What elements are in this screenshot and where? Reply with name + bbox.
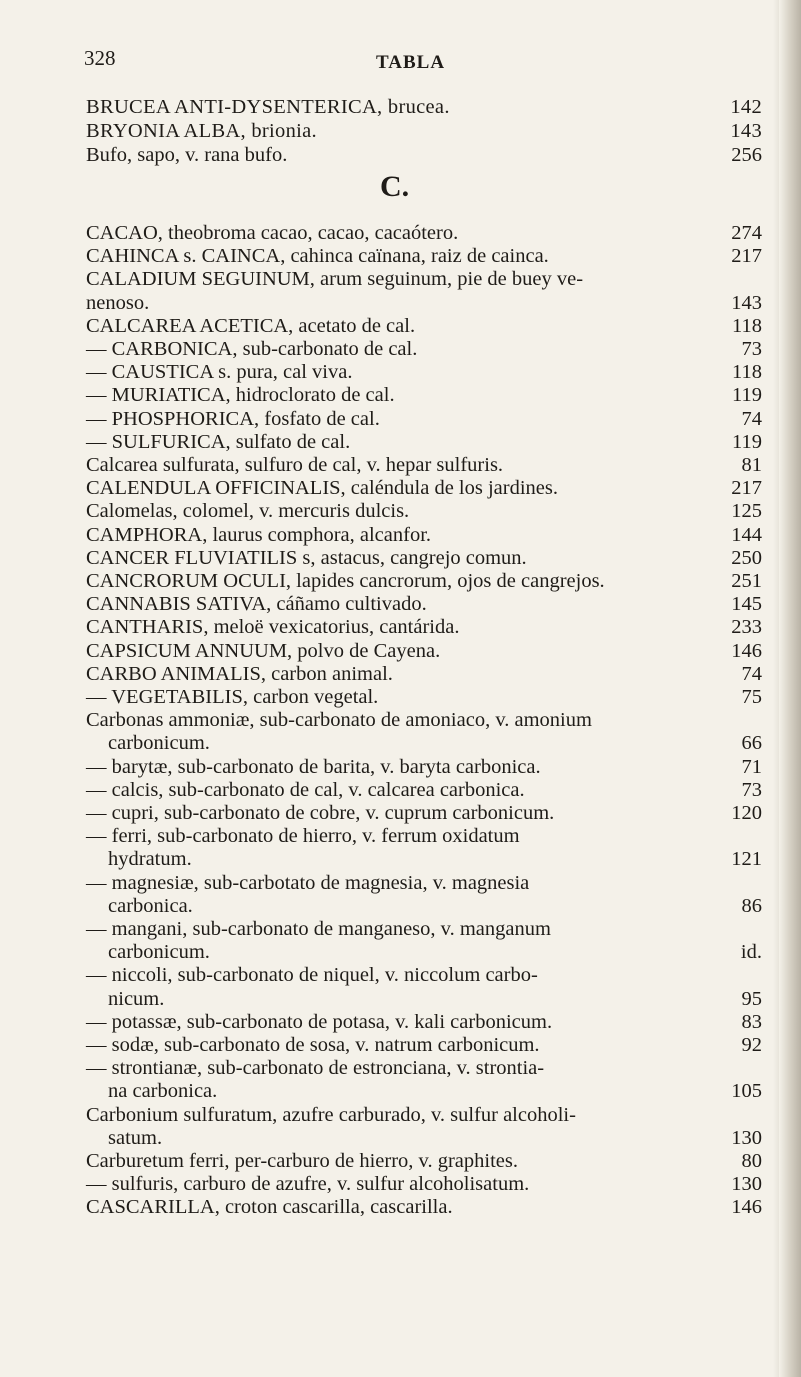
entry-page: 73	[741, 338, 762, 360]
entry-page: 95	[741, 988, 762, 1010]
entry-page: 74	[741, 408, 762, 430]
entry-text: Bufo, sapo, v. rana bufo.	[86, 144, 288, 166]
entry-text: CASCARILLA, croton cascarilla, cascarilla.	[86, 1196, 453, 1218]
entry-text: CALENDULA OFFICINALIS, caléndula de los jardines.	[86, 477, 559, 499]
entry-text: — ferri, sub-carbonato de hierro, v. ferrum oxidatum	[86, 825, 520, 847]
entry-page: 146	[731, 640, 762, 662]
entry-text: — strontianæ, sub-carbonato de estronciana, v. strontia-	[86, 1057, 545, 1079]
entry-page: 274	[731, 222, 762, 244]
index-entry	[86, 846, 762, 872]
entry-text: — SULFURICA, sulfato de cal.	[86, 431, 351, 453]
entry-page: 143	[730, 120, 762, 142]
entry-page: 142	[730, 96, 762, 118]
entry-text: CALCAREA ACETICA, acetato de cal.	[86, 315, 416, 337]
entry-page: 75	[741, 686, 762, 708]
entry-page: 92	[741, 1034, 762, 1056]
entry-text: Carbonium sulfuratum, azufre carburado, v. sulfur alcoholi-	[86, 1104, 576, 1126]
entry-text: hydratum.	[108, 848, 192, 870]
entry-text: BRYONIA ALBA, brionia.	[86, 120, 317, 142]
entry-text: CANTHARIS, meloë vexicatorius, cantárida.	[86, 616, 460, 638]
index-entry	[86, 142, 762, 168]
entry-text: CACAO, theobroma cacao, cacao, cacaótero.	[86, 222, 459, 244]
index-entry	[86, 614, 762, 640]
entry-page: 73	[741, 779, 762, 801]
entry-page: 119	[732, 384, 762, 406]
entry-page: 125	[731, 500, 762, 522]
entry-text: carbonica.	[108, 895, 193, 917]
entry-text: — CARBONICA, sub-carbonato de cal.	[86, 338, 418, 360]
entry-page: 143	[731, 292, 762, 314]
entry-page: 250	[731, 547, 762, 569]
entry-text: — barytæ, sub-carbonato de barita, v. baryta carbonica.	[86, 756, 541, 778]
entry-text: Calomelas, colomel, v. mercuris dulcis.	[86, 500, 410, 522]
entry-page: 71	[741, 756, 762, 778]
entry-page: 86	[741, 895, 762, 917]
entry-text: — CAUSTICA s. pura, cal viva.	[86, 361, 353, 383]
index-entry	[86, 962, 762, 988]
entry-page: 105	[731, 1080, 762, 1102]
entry-text: — PHOSPHORICA, fosfato de cal.	[86, 408, 380, 430]
entry-page: 74	[741, 663, 762, 685]
entry-page: 118	[732, 361, 762, 383]
page-edge-shading	[773, 0, 779, 1377]
entry-page: 217	[731, 477, 762, 499]
entry-text: — potassæ, sub-carbonato de potasa, v. kali carbonicum.	[86, 1011, 553, 1033]
entry-text: CAMPHORA, laurus comphora, alcanfor.	[86, 524, 432, 546]
section-letter: C.	[380, 170, 410, 203]
entry-text: — MURIATICA, hidroclorato de cal.	[86, 384, 395, 406]
entry-text: CARBO ANIMALIS, carbon animal.	[86, 663, 393, 685]
entry-page: 146	[731, 1196, 762, 1218]
entry-text: — magnesiæ, sub-carbotato de magnesia, v. magnesia	[86, 872, 530, 894]
entry-text: CALADIUM SEGUINUM, arum seguinum, pie de buey ve-	[86, 268, 584, 290]
entry-text: CAPSICUM ANNUUM, polvo de Cayena.	[86, 640, 441, 662]
entry-page: 120	[731, 802, 762, 824]
index-entry	[86, 266, 762, 292]
index-entry	[86, 1194, 762, 1220]
entry-text: — niccoli, sub-carbonato de niquel, v. niccolum carbo-	[86, 964, 538, 986]
entry-text: BRUCEA ANTI-DYSENTERICA, brucea.	[86, 96, 450, 118]
entry-text: nenoso.	[86, 292, 150, 314]
entry-text: — VEGETABILIS, carbon vegetal.	[86, 686, 379, 708]
entry-text: carbonicum.	[108, 941, 210, 963]
entry-text: carbonicum.	[108, 732, 210, 754]
entry-page: 256	[731, 144, 762, 166]
entry-text: CAHINCA s. CAINCA, cahinca caïnana, raiz de cainca.	[86, 245, 549, 267]
entry-page: 233	[731, 616, 762, 638]
entry-page: 121	[731, 848, 762, 870]
entry-text: — sodæ, sub-carbonato de sosa, v. natrum carbonicum.	[86, 1034, 540, 1056]
entry-page: 81	[741, 454, 762, 476]
index-entry	[86, 1078, 762, 1104]
page-edge-shadow	[779, 0, 801, 1377]
entry-page: 217	[731, 245, 762, 267]
entry-text: — cupri, sub-carbonato de cobre, v. cuprum carbonicum.	[86, 802, 555, 824]
entry-text: na carbonica.	[108, 1080, 218, 1102]
entry-page: 145	[731, 593, 762, 615]
entry-page: 144	[731, 524, 762, 546]
entry-text: CANCRORUM OCULI, lapides cancrorum, ojos de cangrejos.	[86, 570, 605, 592]
index-entry	[86, 118, 762, 144]
entry-text: — calcis, sub-carbonato de cal, v. calcarea carbonica.	[86, 779, 525, 801]
entry-page: 130	[731, 1173, 762, 1195]
entry-page: 83	[741, 1011, 762, 1033]
index-entry	[86, 94, 762, 120]
entry-page: 130	[731, 1127, 762, 1149]
entry-text: CANCER FLUVIATILIS s, astacus, cangrejo comun.	[86, 547, 527, 569]
running-head: TABLA	[376, 52, 446, 73]
entry-text: nicum.	[108, 988, 165, 1010]
entry-text: satum.	[108, 1127, 163, 1149]
entry-page: 118	[732, 315, 762, 337]
entry-text: Calcarea sulfurata, sulfuro de cal, v. hepar sulfuris.	[86, 454, 504, 476]
entry-page: 119	[732, 431, 762, 453]
entry-page: 66	[741, 732, 762, 754]
entry-page: id.	[740, 941, 762, 963]
index-entry	[86, 498, 762, 524]
entry-page: 251	[731, 570, 762, 592]
entry-text: Carbonas ammoniæ, sub-carbonato de amoniaco, v. amonium	[86, 709, 592, 731]
entry-page: 80	[741, 1150, 762, 1172]
index-entry	[86, 382, 762, 408]
entry-text: — sulfuris, carburo de azufre, v. sulfur alcoholisatum.	[86, 1173, 530, 1195]
entry-text: — mangani, sub-carbonato de manganeso, v. manganum	[86, 918, 551, 940]
index-entry	[86, 730, 762, 756]
entry-text: CANNABIS SATIVA, cáñamo cultivado.	[86, 593, 427, 615]
entry-text: Carburetum ferri, per-carburo de hierro, v. graphites.	[86, 1150, 518, 1172]
page-number: 328	[84, 46, 116, 70]
